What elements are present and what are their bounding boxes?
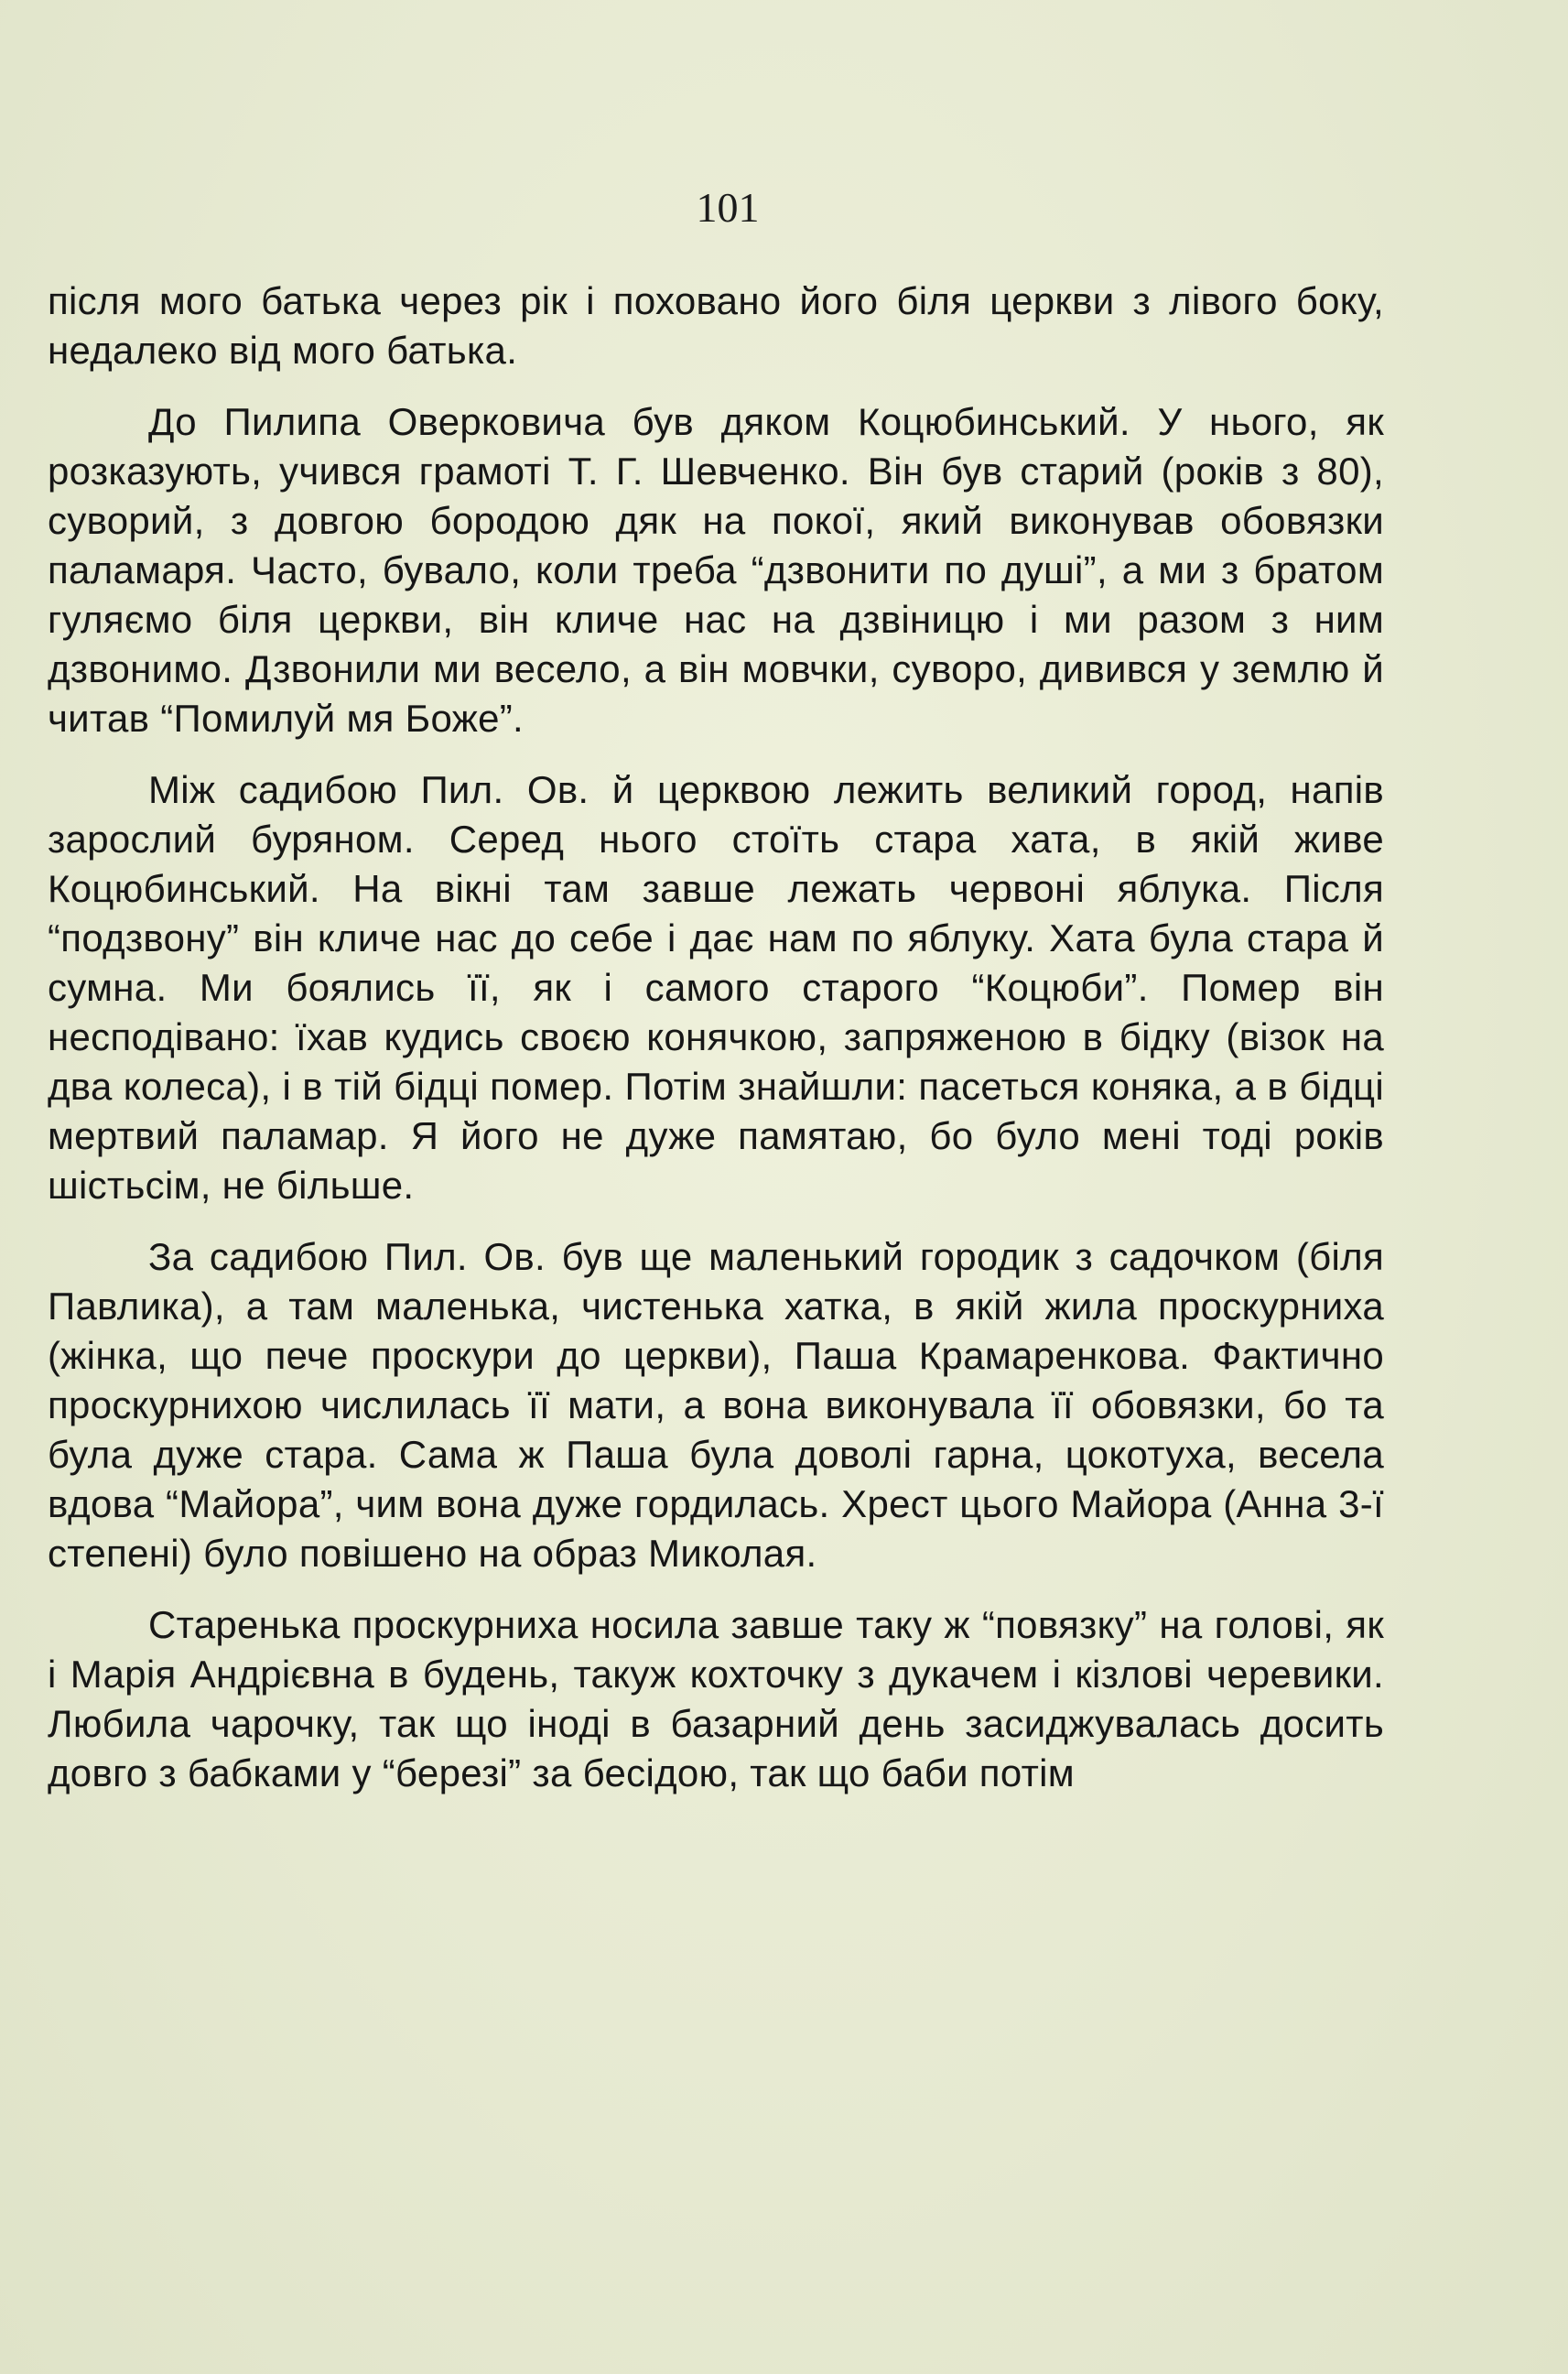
paragraph: Між садибою Пил. Ов. й церквою лежить великий город, напів зарослий буряном. Серед нього стоїть стара хата, в якій живе Коцюбинський. На вікні там завше лежать червоні яблука. Після “подзвону” він кличе нас до себе і дає нам по яблуку. Хата була стара й сумна. Ми боялись її, як і самого старого “Коцюби”. Помер він несподівано: їхав кудись своєю конячкою, запряженою в бідку (візок на два колеса), і в тій бідці помер. Потім знайшли: пасеться коняка, а в бідці мертвий паламар. Я його не дуже памятаю, бо було мені тоді років шістьсім, не більше.: [48, 768, 1384, 1207]
body-text: [48, 276, 1384, 1820]
page-number: 101: [696, 184, 760, 231]
paragraph: Старенька проскурниха носила завше таку ж “повязку” на голові, як і Марія Андрієвна в будень, такуж кохточку з дукачем і кізлові черевики. Любила чарочку, так що іноді в базарний день засиджувалась досить довго з бабками у “березі” за бесідою, так що баби потім: [48, 1603, 1384, 1794]
paragraph: До Пилипа Оверковича був дяком Коцюбинський. У нього, як розказують, учився грамоті Т. Г. Шевченко. Він був старий (років з 80), суворий, з довгою бородою дяк на покої, який виконував обовязки паламаря. Часто, бувало, коли треба “дзвонити по душі”, а ми з братом гуляємо біля церкви, він кличе нас на дзвіницю і ми разом з ним дзвонимо. Дзвонили ми весело, а він мовчки, суворо, дивився у землю й читав “Помилуй мя Боже”.: [48, 400, 1384, 740]
paragraph: За садибою Пил. Ов. був ще маленький городик з садочком (біля Павлика), а там маленька, чистенька хатка, в якій жила проскурниха (жінка, що пече проскури до церкви), Паша Крамаренкова. Фактично проскурнихою числилась її мати, а вона виконувала її обовязки, бо та була дуже стара. Сама ж Паша була доволі гарна, цокотуха, весела вдова “Майора”, чим вона дуже гордилась. Хрест цього Майора (Анна 3-ї степені) було повішено на образ Миколая.: [48, 1235, 1384, 1575]
paragraph: після мого батька через рік і поховано його біля церкви з лівого боку, недалеко від мого батька.: [48, 279, 1384, 372]
